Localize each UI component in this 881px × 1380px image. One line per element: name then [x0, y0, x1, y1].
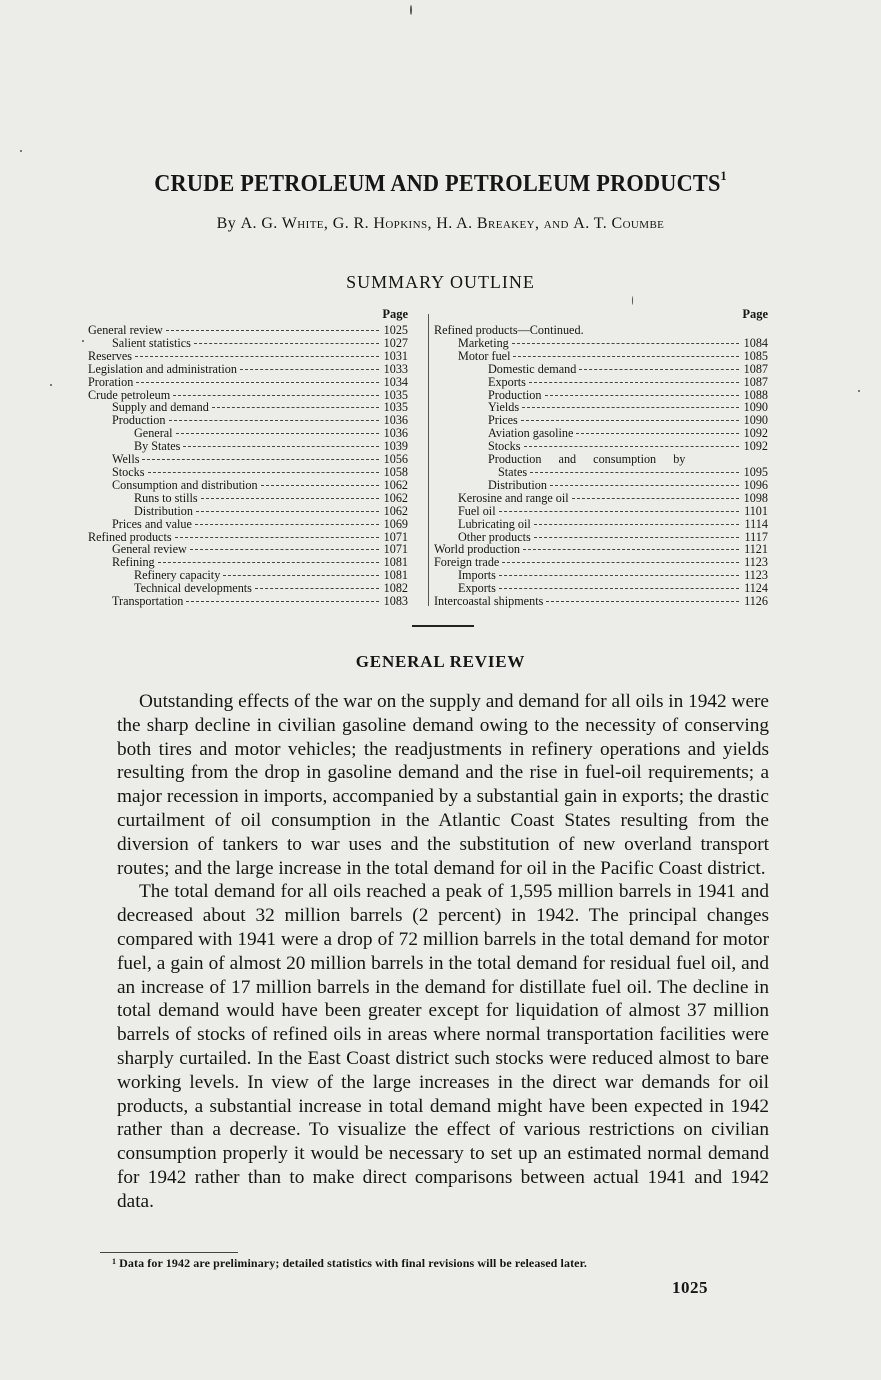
toc-entry: By States 1039: [134, 439, 408, 454]
toc-entry: Other products 1117: [458, 529, 768, 544]
toc-entry: Foreign trade 1123: [434, 555, 768, 570]
toc-entry: Stocks 1092: [488, 439, 768, 454]
toc-entry: Production 1036: [112, 413, 408, 428]
toc-entry: Legislation and administration 1033: [88, 361, 408, 376]
toc-entry: Refinery capacity 1081: [134, 568, 408, 583]
toc-entry: Technical developments 1082: [134, 581, 408, 596]
paragraph: Outstanding effects of the war on the supply and demand for all oils in 1942 were the sharp decline in civilian gasoline demand owing to the necessity of conserving both tires and motor vehicles; the readjustments in refinery operations and yields resulting from the drop in gasoline demand and the rise in fuel-oil requirements; a major recession in imports, accompanied by a substantial gain in exports; the drastic curtailment of oil consumption in the Atlantic Coast States resulting from the diversion of tankers to war uses and the substitution of new overland transport routes; and the large increase in the total demand for oil in the Pacific Coast district.: [117, 691, 769, 879]
toc-entry: Crude petroleum 1035: [88, 387, 408, 402]
page-column-header: Page: [382, 307, 408, 321]
toc-entry: Refining 1081: [112, 555, 408, 570]
toc-entry: Distribution 1062: [134, 503, 408, 518]
toc-entry: Supply and demand 1035: [112, 400, 408, 415]
toc-entry: World production 1121: [434, 542, 768, 557]
toc-entry: General review 1025: [88, 323, 408, 337]
toc-entry: Consumption and distribution 1062: [112, 477, 408, 492]
toc-entry: Production 1088: [488, 387, 768, 402]
toc-entry: Imports 1123: [458, 568, 768, 583]
paragraph: The total demand for all oils reached a peak of 1,595 million barrels in 1941 and decreased about 32 million barrels (2 percent) in 1942. The principal changes compared with 1941 were a drop of 72 million barrels in the total demand for motor fuel, a gain of almost 20 million barrels in the total demand for residual fuel oil, and an increase of 17 million barrels in the demand for distillate fuel oil. The decline in total demand would have been greater except for liquidation of almost 37 million barrels of stocks of refined oils in areas where normal transportation facilities were sharply curtailed. In the East Coast district such stocks were reduced almost to bare working levels. In view of the large increases in the direct war demands for oil products, a substantial increase in total demand might have been expected in 1942 rather than a decrease. To visualize the effect of various restrictions on civilian consumption properly it would be necessary to set up an estimated normal demand for 1942 rather than to make direct comparisons between actual 1941 and 1942 data.: [117, 881, 769, 1212]
toc-entry: Proration 1034: [88, 374, 408, 389]
outline-right-column: [434, 308, 768, 608]
page-number: 1025: [672, 1278, 708, 1297]
toc-entry: Motor fuel 1085: [458, 348, 768, 363]
toc-entry: Production and consumption by: [488, 452, 686, 467]
toc-entry: General review 1071: [112, 542, 408, 557]
toc-entry: Prices 1090: [488, 413, 768, 428]
page-column-header: Page: [742, 307, 768, 321]
footnote-rule: [100, 1252, 238, 1253]
toc-entry: Intercoastal shipments 1126: [434, 594, 768, 609]
toc-entry: Stocks 1058: [112, 464, 408, 479]
toc-entry: Salient statistics 1027: [112, 335, 408, 350]
page-title: CRUDE PETROLEUM AND PETROLEUM PRODUCTS$^1$: [154, 168, 727, 197]
toc-entry: General 1036: [134, 426, 408, 441]
outline-left-column: [88, 308, 408, 608]
toc-entry: Yields 1090: [488, 400, 768, 415]
outline-column-divider: [428, 314, 429, 606]
toc-entry: Distribution 1096: [488, 477, 768, 492]
toc-entry: Exports 1087: [488, 374, 768, 389]
toc-entry: Marketing 1084: [458, 335, 768, 350]
toc-entry: Lubricating oil 1114: [458, 516, 768, 531]
toc-entry: Refined products 1071: [88, 529, 408, 544]
toc-entry: Refined products—Continued.: [434, 323, 584, 337]
toc-entry: Kerosine and range oil 1098: [458, 490, 768, 505]
toc-entry: Wells 1056: [112, 452, 408, 467]
summary-outline-heading: SUMMARY OUTLINE: [346, 272, 535, 292]
toc-entry: States 1095: [498, 464, 768, 479]
toc-entry: Runs to stills 1062: [134, 490, 408, 505]
footnote: $^1$ Data for 1942 are preliminary; detailed statistics with final revisions will be released later.: [112, 1256, 588, 1270]
section-body: [117, 690, 769, 1214]
toc-entry: Reserves 1031: [88, 348, 408, 363]
toc-entry: Fuel oil 1101: [458, 503, 768, 518]
toc-entry: Aviation gasoline 1092: [488, 426, 768, 441]
section-heading: GENERAL REVIEW: [355, 652, 526, 671]
authors-line: By A. G. White, G. R. Hopkins, H. A. Breakey, and A. T. Coumbe: [216, 215, 665, 232]
toc-entry: Transportation 1083: [112, 594, 408, 609]
section-divider: [412, 625, 474, 627]
toc-entry: Domestic demand 1087: [488, 361, 768, 376]
toc-entry: Prices and value 1069: [112, 516, 408, 531]
toc-entry: Exports 1124: [458, 581, 768, 596]
